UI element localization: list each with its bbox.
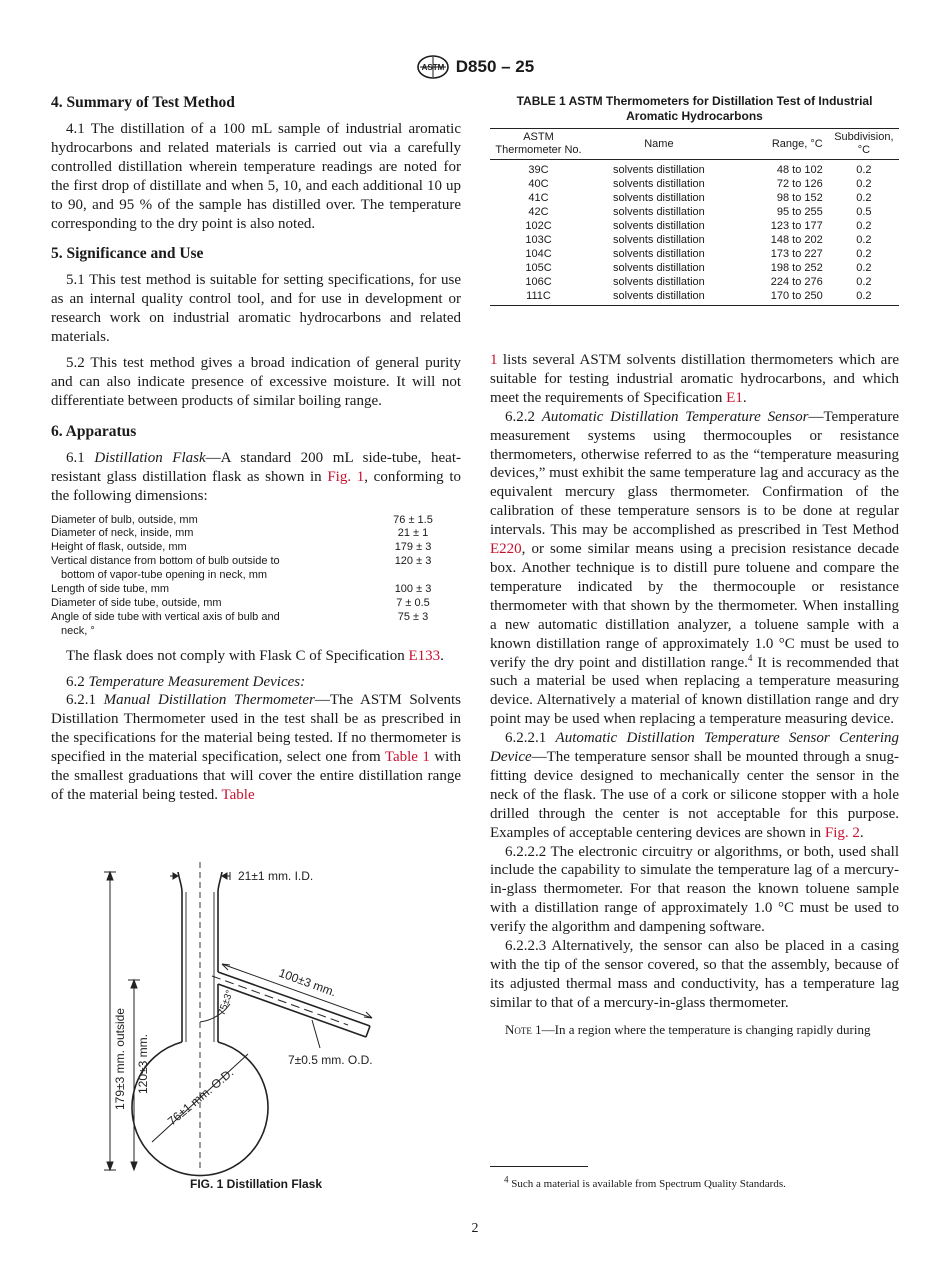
neck-diameter-label: 21±1 mm. I.D.	[238, 869, 314, 883]
table-row: 40C solvents distillation 72 to 126 0.2	[528, 178, 872, 190]
table-1-link-2-cont[interactable]: 1	[490, 352, 498, 368]
page-number: 2	[471, 1221, 479, 1236]
paragraph-5-1: 5.1 This test method is suitable for setting specifications, for use as an internal quality control tool, and for use in development or research work on industrial aromatic hydrocarbons and related materials.	[51, 272, 461, 346]
figure-1-caption: FIG. 1 Distillation Flask	[189, 1177, 323, 1191]
footnote-4: $^4$ Such a material is available from Spectrum Quality Standards.	[504, 1174, 786, 1190]
page-header	[0, 54, 950, 85]
fig-1-link[interactable]: Fig. 1	[327, 468, 365, 485]
column-header-range: Range, °C	[731, 129, 829, 160]
paragraph-5-2: 5.2 This test method gives a broad indication of general purity and can also indicate presence of excessive moisture. It will not differentiate between products of similar boiling range.	[51, 355, 461, 409]
paragraph-6-2-1: 6.2.1 Manual Distillation Thermometer—The ASTM Solvents Distillation Thermometer used in the test shall be as prescribed in the specifications for the material being tested. If no thermometer is specified in the material specification, select one from Table 1 with the smallest graduations that will cover the entire distillation range of the material being tested. Table	[51, 692, 462, 803]
thermometer-table	[490, 128, 899, 306]
note-1: Note 1—In a region where the temperature is changing rapidly during	[505, 1021, 871, 1037]
flask-dimensions-list	[51, 514, 461, 639]
left-column	[51, 94, 461, 805]
vertical-distance-label: 120±3 mm.	[136, 1034, 150, 1094]
column-header-name: Name	[587, 129, 731, 160]
dimension-row: Angle of side tube with vertical axis of bulb and neck, ° 75 ± 3	[51, 610, 429, 637]
table-row: 41C solvents distillation 98 to 152 0.2	[528, 192, 872, 204]
e133-link[interactable]: E133	[408, 647, 441, 664]
paragraph-6-2-2-2: 6.2.2.2 The electronic circuitry or algorithms, or both, used shall include the capability to simulate the temperature lag of a mercury-in-glass thermometer. For that reason the known toluene sample with a distillation range of approximately 1.0 °C must be used to verify the algorithm and dampening software.	[490, 843, 899, 936]
fig-2-link[interactable]: Fig. 2	[824, 824, 860, 841]
table-row: 105C solvents distillation 198 to 252 0.2	[525, 262, 872, 274]
paragraph-6-2-2-1: 6.2.2.1 Automatic Distillation Temperature Sensor Centering Device—The temperature sensor shall be mounted through a snug-fitting device designed to mechanically center the sensor in the neck of the flask. The use of a cork or silicone stopper with a hole drilled through the center is not acceptable for this purpose. Examples of acceptable centering devices are shown in Fig. 2.	[490, 730, 899, 841]
side-tube-od-label: 7±0.5 mm. O.D.	[288, 1053, 373, 1067]
table-row: 111C solvents distillation 170 to 250 0.2	[490, 289, 899, 306]
bulb-diameter-label: 76±1 mm. O.D.	[164, 1065, 237, 1129]
table-row: 39C solvents distillation 48 to 102 0.2	[528, 164, 872, 176]
column-header-subdivision: Subdivision, °C	[829, 129, 899, 160]
paragraph-4-1: 4.1 The distillation of a 100 mL sample of industrial aromatic hydrocarbons and related materials is carried out via a carefully controlled distillation wherein temperature readings are noted for the first drop of distillate and when 5, 10, and each additional 10 up to 90, and 95 % of the sample has distilled over. The temperature corresponding to the dry point is also noted.	[51, 121, 461, 232]
section-5-heading: 5. Significance and Use	[51, 245, 204, 263]
table-1-link[interactable]: Table 1	[384, 749, 430, 766]
paragraph-6-2: 6.2 Temperature Measurement Devices:	[66, 673, 306, 690]
table-row: 106C solvents distillation 224 to 276 0.2	[525, 276, 872, 288]
dimension-row: Height of flask, outside, mm 179 ± 3	[51, 541, 432, 554]
paragraph-6-2-1-continued: 1 lists several ASTM solvents distillation thermometers which are suitable for testing industrial aromatic hydrocarbons, and which meet the requirements of Specification E1.	[490, 352, 899, 406]
side-tube-length-label: 100±3 mm.	[276, 965, 339, 1000]
flask-compliance-note: The flask does not comply with Flask C of Specification E133.	[66, 647, 444, 664]
astm-logo-icon	[416, 54, 450, 80]
footnote-rule	[490, 1166, 588, 1167]
section-6-heading: 6. Apparatus	[51, 422, 137, 440]
right-column	[490, 94, 899, 1038]
table-1-caption: TABLE 1 ASTM Thermometers for Distillation Test of Industrial Aromatic Hydrocarbons	[516, 94, 873, 123]
table-row: 103C solvents distillation 148 to 202 0.2	[525, 234, 872, 246]
paragraph-6-1: 6.1 Distillation Flask—A standard 200 mL side-tube, heat-resistant glass distillation flask as shown in Fig. 1, conforming to the following dimensions:	[51, 449, 462, 504]
distillation-flask-figure	[80, 852, 440, 1182]
dimension-row: Length of side tube, mm 100 ± 3	[51, 583, 432, 596]
flask-height-label: 179±3 mm. outside	[113, 1008, 127, 1110]
dimension-row: Vertical distance from bottom of bulb outside to bottom of vapor-tube opening in neck, mm 120 ± 3	[51, 555, 432, 582]
section-4-heading: 4. Summary of Test Method	[51, 94, 235, 111]
side-tube-angle-label: 75±3°	[216, 988, 236, 1018]
table-row: 102C solvents distillation 123 to 177 0.2	[525, 220, 872, 232]
table-1-link-2[interactable]: Table	[221, 787, 255, 803]
document-designation: D850 – 25	[455, 57, 535, 76]
e220-link[interactable]: E220	[490, 541, 522, 558]
dimension-row: Diameter of side tube, outside, mm 7 ± 0.5	[51, 596, 430, 609]
column-header-thermometer-no: ASTM Thermometer No.	[490, 129, 587, 160]
paragraph-6-2-2: 6.2.2 Automatic Distillation Temperature Sensor—Temperature measurement systems using thermocouples or resistance thermometers, otherwise referred to as the “temperature measuring devices,” must exhibit the same temperature lag and accuracy as the equivalent mercury glass thermometer. Confirmation of the calibration of these temperature sensors is to be done at regular intervals. This may be accomplished as prescribed in Test Method E220, or some similar means using a precision resistance decade box. Another technique is to distill pure toluene and compare the temperature indicated by the thermocouple or resistance thermometer with that shown by the thermometer. When installing a new automatic distillation analyzer, a toluene sample with a known distillation range of approximately 1.0 °C must be used to verify the dry point and distillation range.$^4$ It is recommended that such a material be used when replacing a temperature measuring device. Alternatively a material of known distillation range and dry point may be used when replacing a temperature measuring device.	[490, 408, 900, 728]
table-row: 42C solvents distillation 95 to 255 0.5	[528, 206, 872, 218]
paragraph-6-2-2-3: 6.2.2.3 Alternatively, the sensor can also be placed in a casing with the tip of the sensor covered, so that the assembly, because of its adjusted thermal mass and conductivity, has a temperature lag similar to that of a mercury-in-glass thermometer.	[490, 938, 899, 1011]
e1-link[interactable]: E1	[726, 389, 743, 406]
table-row: 104C solvents distillation 173 to 227 0.2	[525, 248, 872, 260]
dimension-row: Diameter of neck, inside, mm 21 ± 1	[51, 527, 429, 540]
svg-text:ASTM: ASTM	[421, 63, 445, 72]
footnote-4-ref[interactable]: 4	[747, 652, 753, 663]
dimension-row: Diameter of bulb, outside, mm 76 ± 1.5	[51, 513, 433, 526]
